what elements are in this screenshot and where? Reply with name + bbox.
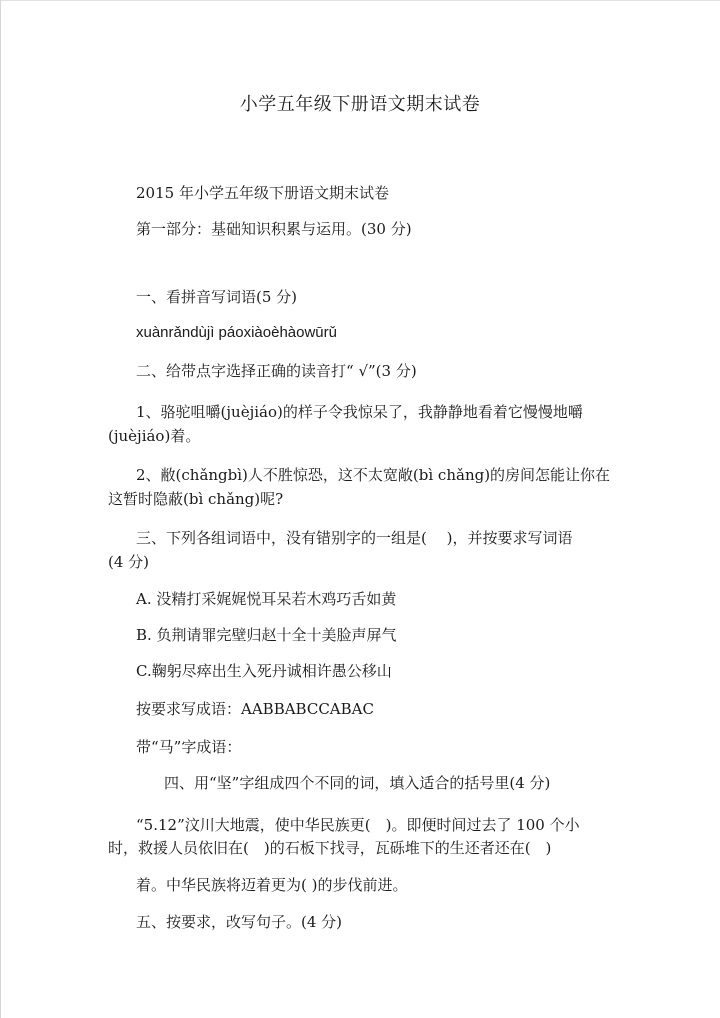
- part-one-heading: 第一部分：基础知识积累与运用。(30 分): [136, 220, 412, 238]
- question-1-line-1: 1、骆驼咀嚼(juèjiáo)的样子令我惊呆了，我静静地看着它慢慢地嚼: [136, 403, 583, 421]
- option-b: B. 负荆请罪完壁归赵十全十美脸声屏气: [136, 626, 397, 644]
- section-two-heading: 二、给带点字选择正确的读音打“ √”(3 分): [136, 362, 417, 380]
- exam-subtitle: 2015 年小学五年级下册语文期末试卷: [136, 184, 389, 202]
- option-c: C.鞠躬尽瘁出生入死丹诚相许愚公移山: [136, 662, 392, 680]
- passage-line-3: 着。中华民族将迈着更为( )的步伐前进。: [136, 876, 408, 894]
- page-top-edge: [0, 0, 720, 1]
- passage-line-2: 时，救援人员依旧在( )的石板下找寻，瓦砾堆下的生还者还在( ): [108, 839, 552, 857]
- page-left-edge: [0, 0, 1, 1018]
- question-2-line-1: 2、敝(chǎngbì)人不胜惊恐，这不太宽敞(bì chǎng)的房间怎能让你在: [136, 466, 611, 484]
- section-four-heading: 四、用“坚”字组成四个不同的词，填入适合的括号里(4 分): [164, 774, 551, 792]
- option-a: A. 没精打采娓娓悦耳呆若木鸡巧舌如黄: [136, 590, 397, 608]
- section-three-points: (4 分): [108, 553, 150, 571]
- document-title: 小学五年级下册语文期末试卷: [239, 94, 481, 115]
- question-1-line-2: (juèjiáo)着。: [108, 427, 201, 445]
- idiom-pattern-line: 按要求写成语：AABBABCCABAC: [136, 700, 374, 718]
- section-one-heading: 一、看拼音写词语(5 分): [136, 288, 298, 306]
- pinyin-line: xuànrǎndùjì páoxiàoèhàowūrǔ: [136, 324, 337, 341]
- section-five-heading: 五、按要求，改写句子。(4 分): [136, 913, 343, 931]
- question-2-line-2: 这暂时隐蔽(bì chǎng)呢?: [108, 490, 284, 508]
- passage-line-1: “5.12”汶川大地震，使中华民族更( )。即便时间过去了 100 个小: [136, 816, 580, 834]
- section-three-heading: 三、下列各组词语中，没有错别字的一组是( )，并按要求写词语: [136, 529, 573, 547]
- horse-idiom-line: 带“马”字成语：: [136, 738, 242, 756]
